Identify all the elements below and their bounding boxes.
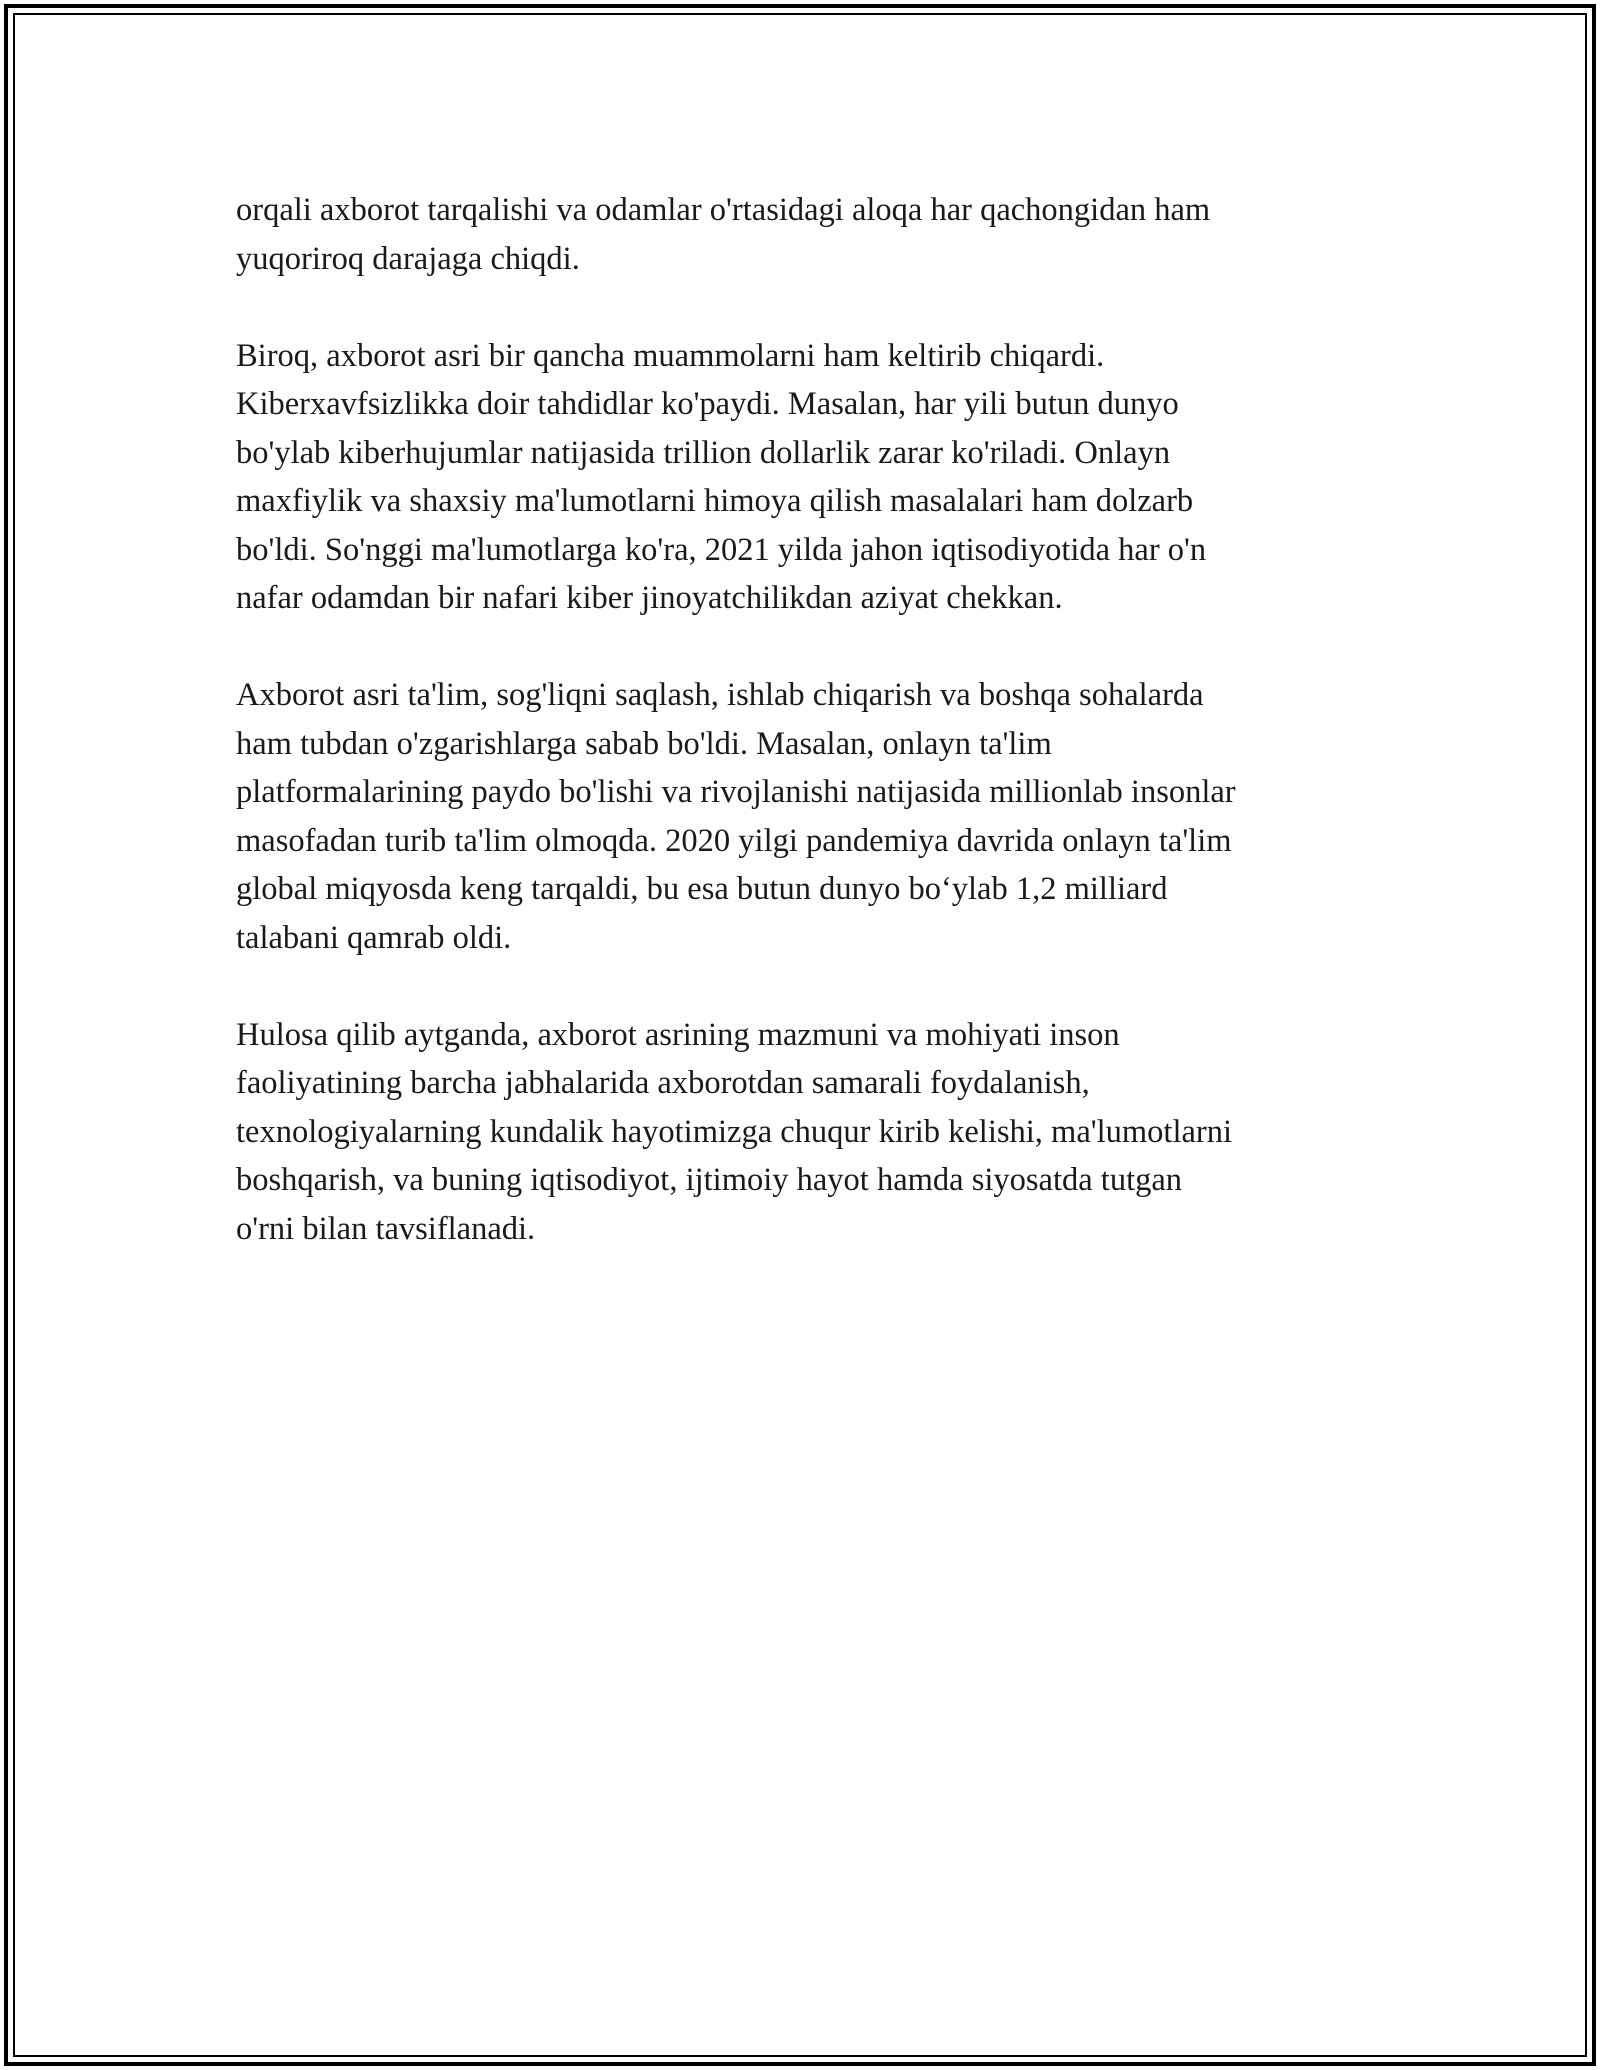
paragraph-1: orqali axborot tarqalishi va odamlar o'rtasidagi aloqa har qachongidan ham yuqoriroq darajaga chiqdi. — [236, 192, 1211, 277]
paragraph-3: Axborot asri ta'lim, sog'liqni saqlash, ishlab chiqarish va boshqa sohalarda ham tubdan o'zgarishlarga sabab bo'ldi. Masalan, onlayn ta'lim platformalarining paydo bo'lishi va rivojlanishi natijasida millionlab insonlar masofadan turib ta'lim olmoqda. 2020 yilgi pandemiya davrida onlayn ta'lim global miqyosda keng tarqaldi, bu esa butun dunyo bo‘ylab 1,2 milliard talabani qamrab oldi. — [236, 677, 1236, 956]
paragraph-2: Biroq, axborot asri bir qancha muammolarni ham keltirib chiqardi. Kiberxavfsizlikka doir tahdidlar ko'paydi. Masalan, har yili butun dunyo bo'ylab kiberhujumlar natijasida trillion dollarlik zarar ko'riladi. Onlayn maxfiylik va shaxsiy ma'lumotlarni himoya qilish masalalari ham dolzarb bo'ldi. So'nggi ma'lumotlarga ko'ra, 2021 yilda jahon iqtisodiyotida har o'n nafar odamdan bir nafari kiber jinoyatchilikdan aziyat chekkan. — [236, 337, 1207, 616]
document-body — [236, 186, 1386, 1302]
paragraph-4: Hulosa qilib aytganda, axborot asrining mazmuni va mohiyati inson faoliyatining barcha jabhalarida axborotdan samarali foydalanish, texnologiyalarning kundalik hayotimizga chuqur kirib kelishi, ma'lumotlarni boshqarish, va buning iqtisodiyot, ijtimoiy hayot hamda siyosatda tutgan o'rni bilan tavsiflanadi. — [236, 1016, 1232, 1247]
